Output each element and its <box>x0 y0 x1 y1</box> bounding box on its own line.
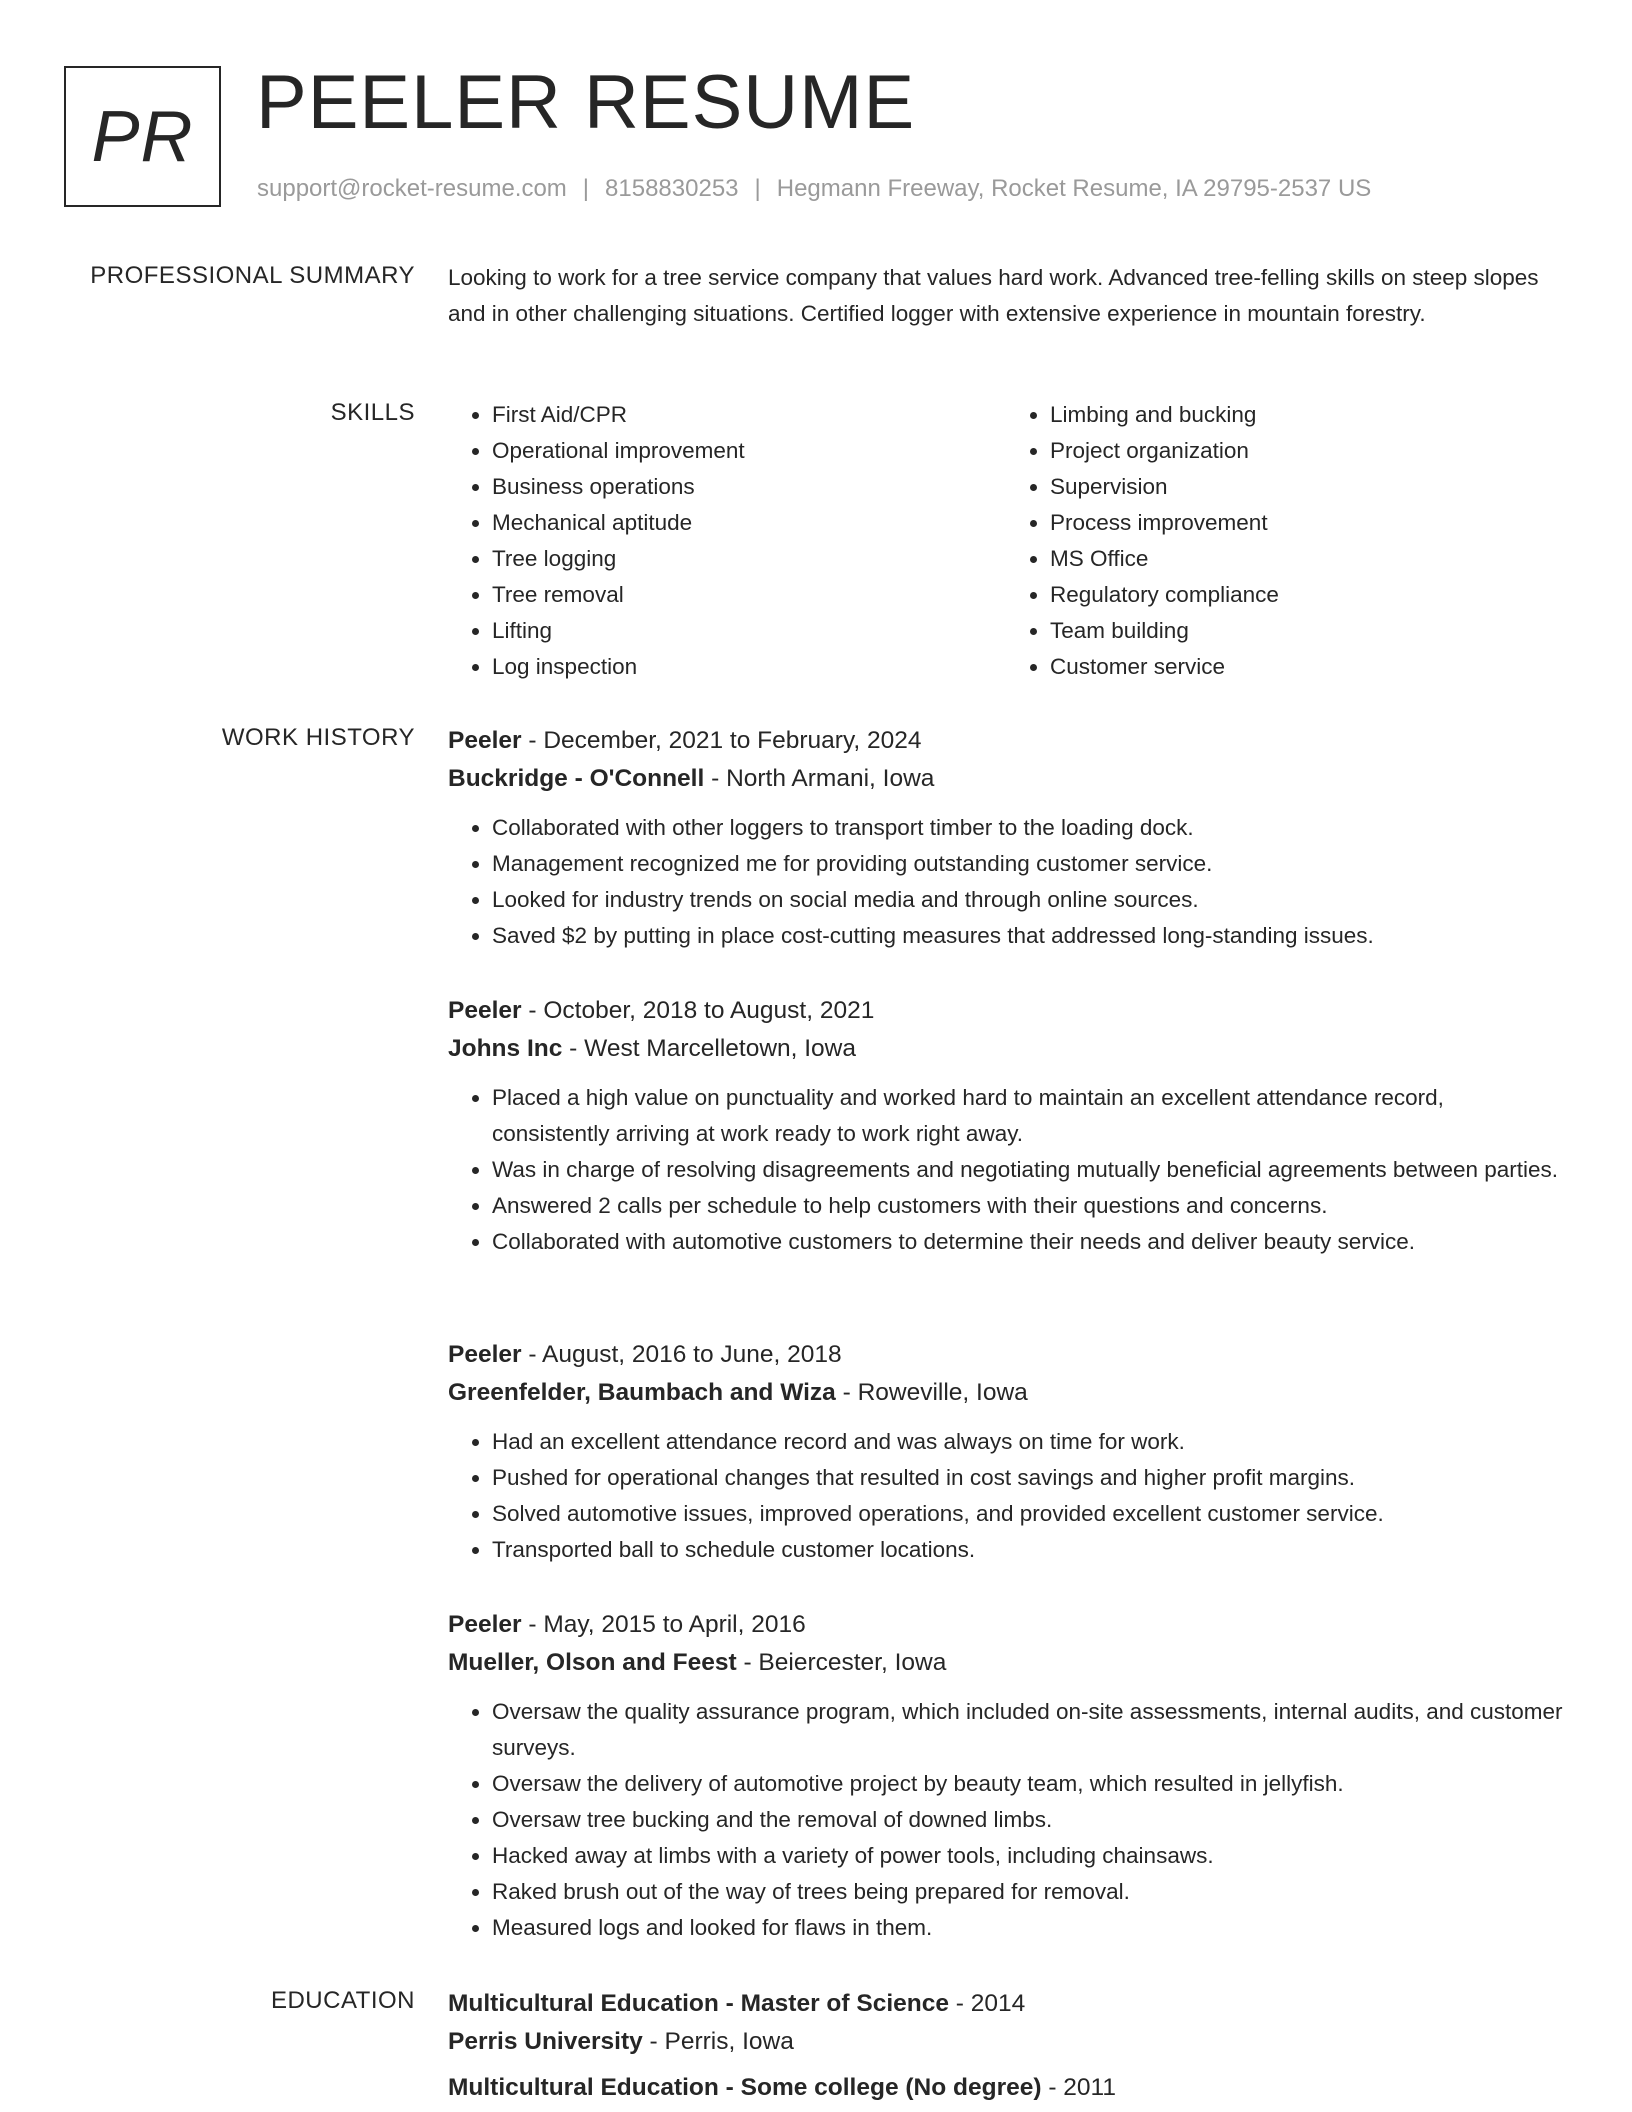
job-bullet: • Transported ball to schedule customer locations. <box>492 1532 1564 1568</box>
job-dates: - December, 2021 to February, 2024 <box>521 727 922 754</box>
job-company-line <box>448 760 1564 798</box>
education-year: - 2014 <box>948 1990 1026 2017</box>
job-bullets <box>448 810 1564 954</box>
job-company: Buckridge - O'Connell <box>448 765 705 792</box>
skill-item: • MS Office <box>1050 541 1564 577</box>
skill-item: • Business operations <box>492 469 1006 505</box>
skill-item: • Limbing and bucking <box>1050 397 1564 433</box>
job-bullet: • Management recognized me for providing outstanding customer service. <box>492 846 1564 882</box>
job-location: - Beiercester, Iowa <box>736 1649 947 1676</box>
job-bullet: • Oversaw the quality assurance program, which included on-site assessments, internal audits, and customer surveys. <box>492 1694 1564 1766</box>
skills-column-1 <box>448 397 1006 685</box>
skill-item: • Customer service <box>1050 649 1564 685</box>
skill-item: • Team building <box>1050 613 1564 649</box>
skill-item: • First Aid/CPR <box>492 397 1006 433</box>
job-bullet: • Collaborated with automotive customers to determine their needs and deliver beauty service. <box>492 1224 1564 1260</box>
section-heading-education: EDUCATION <box>270 1987 415 2014</box>
job-title-line <box>448 1606 1564 1644</box>
summary-text: Looking to work for a tree service company that values hard work. Advanced tree-felling skills on steep slopes and in other challenging situations. Certified logger with extensive experience in mountain forestry. <box>448 265 1539 326</box>
job-bullet: • Oversaw tree bucking and the removal of downed limbs. <box>492 1802 1564 1838</box>
job-bullet: • Placed a high value on punctuality and worked hard to maintain an excellent attendance record, consistently arriving at work ready to work right away. <box>492 1080 1564 1152</box>
skills-list <box>448 397 1564 685</box>
job-dates: - October, 2018 to August, 2021 <box>521 997 875 1024</box>
job-bullets <box>448 1424 1564 1568</box>
job-title: Peeler <box>448 997 522 1024</box>
job-location: - North Armani, Iowa <box>704 765 935 792</box>
skill-item: • Operational improvement <box>492 433 1006 469</box>
job-title: Peeler <box>448 1341 522 1368</box>
job-entry <box>448 992 1564 1318</box>
skill-item: • Regulatory compliance <box>1050 577 1564 613</box>
contact-phone: 8158830253 <box>605 175 739 202</box>
skill-item: • Lifting <box>492 613 1006 649</box>
job-bullet: • Saved $2 by putting in place cost-cutting measures that addressed long-standing issues. <box>492 918 1564 954</box>
page-title: PEELER RESUME <box>256 60 916 145</box>
job-bullet: • Had an excellent attendance record and was always on time for work. <box>492 1424 1564 1460</box>
education-school: Perris University <box>448 2028 643 2055</box>
job-entry <box>448 1336 1564 1588</box>
job-dates: - August, 2016 to June, 2018 <box>521 1341 842 1368</box>
job-bullet: • Hacked away at limbs with a variety of power tools, including chainsaws. <box>492 1838 1564 1874</box>
job-company: Mueller, Olson and Feest <box>448 1649 737 1676</box>
job-entry <box>448 722 1564 974</box>
work-history-list <box>448 722 1564 1964</box>
skill-item: • Supervision <box>1050 469 1564 505</box>
job-bullet: • Measured logs and looked for flaws in them. <box>492 1910 1564 1946</box>
job-entry <box>448 1606 1564 1946</box>
skill-item: • Tree logging <box>492 541 1006 577</box>
job-title-line <box>448 722 1564 760</box>
job-bullet: • Collaborated with other loggers to transport timber to the loading dock. <box>492 810 1564 846</box>
skill-item: • Process improvement <box>1050 505 1564 541</box>
education-degree: Multicultural Education - Master of Science <box>448 1990 949 2017</box>
skill-item: • Project organization <box>1050 433 1564 469</box>
job-bullets <box>448 1694 1564 1946</box>
education-list <box>448 1985 1564 2107</box>
contact-email: support@rocket-resume.com <box>257 175 567 202</box>
job-dates: - May, 2015 to April, 2016 <box>521 1611 806 1638</box>
job-company: Greenfelder, Baumbach and Wiza <box>448 1379 836 1406</box>
job-bullet: • Pushed for operational changes that resulted in cost savings and higher profit margins. <box>492 1460 1564 1496</box>
job-title-line <box>448 1336 1564 1374</box>
job-company-line <box>448 1644 1564 1682</box>
job-bullet: • Was in charge of resolving disagreements and negotiating mutually beneficial agreements between parties. <box>492 1152 1564 1188</box>
job-bullet: • Solved automotive issues, improved operations, and provided excellent customer service. <box>492 1496 1564 1532</box>
education-degree: Multicultural Education - Some college (No degree) <box>448 2074 1042 2101</box>
job-location: - Roweville, Iowa <box>835 1379 1028 1406</box>
education-entry <box>448 1985 1564 2069</box>
education-school-line <box>448 2023 1564 2061</box>
job-bullets <box>448 1080 1564 1260</box>
education-degree-line <box>448 2069 1564 2107</box>
skill-item: • Tree removal <box>492 577 1006 613</box>
education-location: - Perris, Iowa <box>642 2028 794 2055</box>
job-company-line <box>448 1374 1564 1412</box>
section-heading-work-history: WORK HISTORY <box>221 724 415 751</box>
skills-column-2 <box>1006 397 1564 685</box>
skill-item: • Log inspection <box>492 649 1006 685</box>
section-heading-summary: PROFESSIONAL SUMMARY <box>90 262 415 289</box>
job-bullet: • Answered 2 calls per schedule to help customers with their questions and concerns. <box>492 1188 1564 1224</box>
job-bullet: • Looked for industry trends on social media and through online sources. <box>492 882 1564 918</box>
section-heading-skills: SKILLS <box>330 399 415 426</box>
job-title: Peeler <box>448 727 522 754</box>
education-year: - 2011 <box>1041 2074 1116 2101</box>
monogram-logo: PR <box>64 66 221 207</box>
job-company: Johns Inc <box>448 1035 563 1062</box>
job-location: - West Marcelletown, Iowa <box>562 1035 857 1062</box>
contact-line <box>257 174 1371 204</box>
contact-separator: | <box>754 175 761 202</box>
skill-item: • Mechanical aptitude <box>492 505 1006 541</box>
job-title: Peeler <box>448 1611 522 1638</box>
education-degree-line <box>448 1985 1564 2023</box>
contact-separator: | <box>582 175 590 202</box>
contact-address: Hegmann Freeway, Rocket Resume, IA 29795-2537 US <box>776 175 1372 202</box>
job-company-line <box>448 1030 1564 1068</box>
job-bullet: • Raked brush out of the way of trees being prepared for removal. <box>492 1874 1564 1910</box>
job-bullet: • Oversaw the delivery of automotive project by beauty team, which resulted in jellyfish. <box>492 1766 1564 1802</box>
job-title-line <box>448 992 1564 1030</box>
education-entry <box>448 2069 1564 2107</box>
